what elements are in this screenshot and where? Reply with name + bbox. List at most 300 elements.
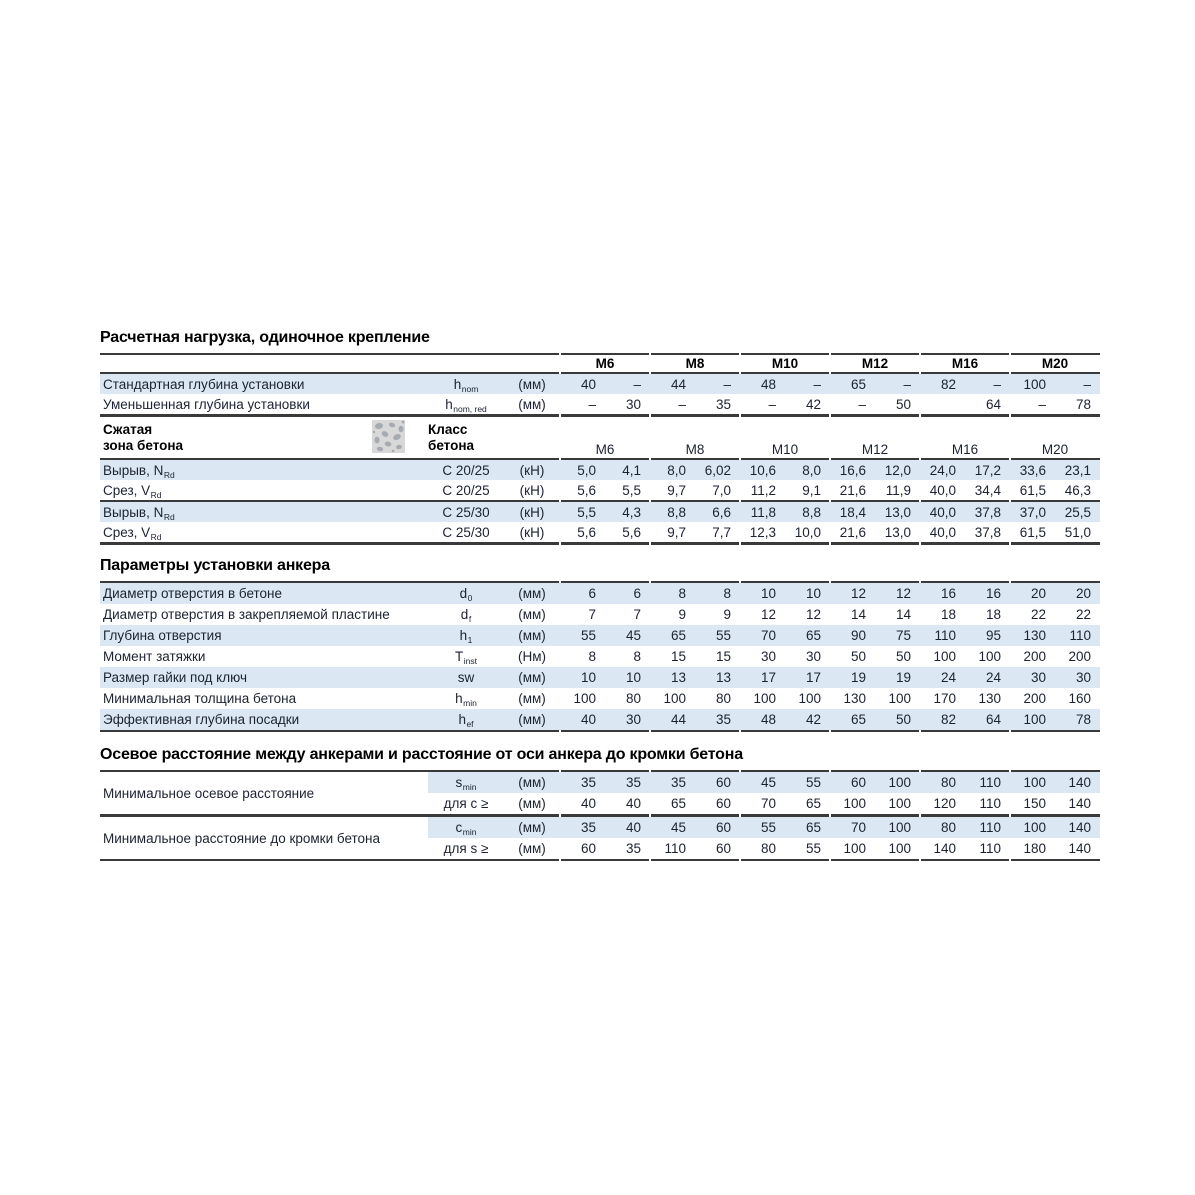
value-cell: 40,0: [929, 482, 957, 498]
value-cell: 18: [985, 607, 1002, 622]
table-rule: [740, 730, 830, 732]
value-cell: 65: [805, 796, 822, 811]
value-cell: 11,2: [750, 482, 777, 498]
value-cell: 40: [560, 709, 605, 730]
value-cell: 140: [1068, 841, 1092, 856]
value-cell: 42: [805, 396, 822, 412]
symbol-base: для s ≥: [443, 841, 489, 856]
value-cell: 35: [695, 709, 740, 730]
value-cell: 130: [843, 691, 867, 706]
value-cell: 40,0: [929, 524, 957, 540]
value-cell: 110: [1055, 625, 1100, 646]
unit-cell: (Нм): [517, 649, 547, 664]
value-cell: 8,0: [785, 460, 830, 480]
value-cell: 200: [1023, 649, 1047, 664]
value-cell: 40: [605, 817, 650, 838]
value-cell: 100: [1010, 374, 1055, 394]
value-cell: 55: [740, 817, 785, 838]
value-cell: 110: [965, 772, 1010, 793]
symbol-cell: [428, 604, 504, 625]
value-cell: 60: [580, 841, 597, 856]
value-cell: 37,8: [974, 524, 1002, 540]
unit-cell: (мм): [504, 667, 560, 688]
install-table: [100, 581, 1100, 732]
value-cell: 40: [560, 374, 605, 394]
value-cell: 78: [1075, 396, 1092, 412]
symbol-base: Срез, V: [103, 482, 151, 498]
value-cell: 11,9: [885, 482, 912, 498]
unit-cell: (мм): [504, 772, 560, 793]
value-cell: 55: [560, 625, 605, 646]
value-cell: 30: [605, 709, 650, 730]
value-cell: 8: [633, 649, 642, 664]
value-cell: –: [1038, 396, 1047, 412]
size-header: M12: [861, 442, 889, 457]
symbol-subscript: min: [462, 782, 477, 792]
row-label: Размер гайки под ключ: [100, 667, 428, 688]
table-rule: [650, 859, 740, 861]
size-header: M16: [951, 356, 979, 371]
symbol-base: T: [455, 649, 464, 664]
symbol-cell: [428, 772, 504, 793]
size-header: M20: [1041, 442, 1069, 457]
symbol-base: h: [455, 691, 463, 706]
table-rule: [100, 730, 560, 732]
symbol-subscript: Rd: [150, 489, 162, 500]
value-cell: 50: [850, 649, 867, 664]
value-cell: 60: [715, 796, 732, 811]
table-rule: [920, 730, 1010, 732]
value-cell: 70: [760, 796, 777, 811]
value-cell: 30: [805, 649, 822, 664]
value-cell: 15: [670, 649, 687, 664]
value-cell: 9,1: [802, 482, 822, 498]
unit-cell: (мм): [518, 396, 546, 412]
value-cell: 110: [979, 841, 1002, 856]
value-cell: 12: [830, 583, 875, 604]
value-cell: 13,0: [875, 502, 920, 522]
value-cell: 30: [625, 396, 642, 412]
symbol-base: h: [453, 376, 462, 392]
value-cell: 50: [895, 649, 912, 664]
symbol-base: c: [455, 820, 463, 835]
value-cell: 5,5: [560, 502, 605, 522]
concrete-class-cell: С 25/30: [442, 524, 490, 540]
value-cell: 100: [1010, 709, 1055, 730]
spacer-cell: [100, 355, 560, 372]
value-cell: 24: [920, 667, 965, 688]
value-cell: 80: [920, 772, 965, 793]
value-cell: –: [965, 374, 1010, 394]
value-cell: 160: [1068, 691, 1092, 706]
value-cell: 6: [560, 583, 605, 604]
value-cell: 5,0: [560, 460, 605, 480]
unit-cell: (кН): [519, 482, 545, 498]
value-cell: 44: [650, 374, 695, 394]
value-cell: 10: [605, 667, 650, 688]
value-cell: 12: [805, 607, 822, 622]
symbol-subscript: f: [468, 614, 472, 624]
size-header: M10: [771, 356, 799, 371]
value-cell: 22: [1075, 607, 1092, 622]
value-cell: –: [1055, 374, 1100, 394]
value-cell: 7,0: [712, 482, 732, 498]
value-cell: 35: [650, 772, 695, 793]
symbol-cell: [428, 646, 504, 667]
value-cell: 6: [605, 583, 650, 604]
table-rule: [1010, 730, 1100, 732]
table-rule: [830, 859, 920, 861]
value-cell: 90: [830, 625, 875, 646]
symbol-base: h: [459, 628, 468, 643]
table-rule: [560, 542, 650, 545]
value-cell: 15: [715, 649, 732, 664]
value-cell: –: [588, 396, 597, 412]
table-rule: [740, 859, 830, 861]
value-cell: 110: [965, 817, 1010, 838]
symbol-base: Срез, V: [103, 524, 151, 540]
section2-title: Параметры установки анкера: [100, 557, 330, 574]
value-cell: 51,0: [1064, 524, 1092, 540]
value-cell: 13,0: [884, 524, 912, 540]
content: [100, 329, 1100, 861]
value-cell: 33,6: [1010, 460, 1055, 480]
value-cell: 70: [740, 625, 785, 646]
value-cell: 40: [625, 796, 642, 811]
value-cell: 48: [740, 374, 785, 394]
value-cell: –: [785, 374, 830, 394]
value-cell: –: [678, 396, 687, 412]
value-cell: 5,6: [577, 524, 597, 540]
unit-cell: (мм): [518, 796, 546, 811]
value-cell: 55: [805, 841, 822, 856]
value-cell: 17: [785, 667, 830, 688]
value-cell: 110: [920, 625, 965, 646]
row-label: Стандартная глубина установки: [100, 374, 428, 394]
unit-cell: (кН): [519, 524, 545, 540]
value-cell: 8,8: [650, 502, 695, 522]
value-cell: 180: [1023, 841, 1047, 856]
value-cell: 20: [1055, 583, 1100, 604]
row-label: Минимальная толщина бетона: [103, 691, 297, 706]
value-cell: 95: [965, 625, 1010, 646]
value-cell: 21,6: [839, 524, 867, 540]
unit-cell: (мм): [518, 607, 546, 622]
size-header: M12: [861, 356, 889, 371]
value-cell: 14: [895, 607, 912, 622]
symbol-subscript: Rd: [163, 469, 175, 480]
value-cell: 8: [695, 583, 740, 604]
value-cell: –: [695, 374, 740, 394]
symbol-cell: [428, 394, 504, 414]
value-cell: –: [875, 374, 920, 394]
value-cell: 9,7: [667, 524, 687, 540]
symbol-subscript: Rd: [150, 531, 162, 542]
value-cell: 35: [605, 772, 650, 793]
value-cell: 18: [940, 607, 957, 622]
concrete-class-cell: С 25/30: [428, 502, 504, 522]
value-cell: 19: [875, 667, 920, 688]
symbol-cell: [428, 688, 504, 709]
value-cell: 4,1: [605, 460, 650, 480]
value-cell: 16,6: [830, 460, 875, 480]
value-cell: 60: [830, 772, 875, 793]
value-cell: 100: [753, 691, 777, 706]
symbol-subscript: inst: [463, 656, 477, 666]
table-rule: [650, 730, 740, 732]
value-cell: [920, 394, 965, 414]
value-cell: 20: [1010, 583, 1055, 604]
value-cell: 200: [1068, 649, 1092, 664]
value-cell: 100: [663, 691, 687, 706]
value-cell: 10,6: [740, 460, 785, 480]
value-cell: 17,2: [965, 460, 1010, 480]
value-cell: 25,5: [1055, 502, 1100, 522]
value-cell: 61,5: [1019, 482, 1047, 498]
symbol-base: Вырыв, N: [103, 462, 164, 478]
table-rule: [740, 542, 830, 545]
value-cell: 9: [723, 607, 732, 622]
symbol-base: d: [460, 607, 469, 622]
symbol-subscript: ef: [466, 719, 474, 729]
concrete-class-label: [428, 417, 504, 458]
value-cell: 130: [978, 691, 1002, 706]
concrete-zone-label: [100, 417, 428, 458]
value-cell: 10: [740, 583, 785, 604]
unit-cell: (мм): [504, 709, 560, 730]
value-cell: 9: [678, 607, 687, 622]
spacer-cell: [504, 417, 560, 458]
section3-table-container: [100, 770, 1100, 861]
symbol-subscript: min: [463, 698, 477, 708]
value-cell: 110: [664, 841, 687, 856]
value-cell: 65: [650, 625, 695, 646]
value-cell: 35: [715, 396, 732, 412]
value-cell: 46,3: [1064, 482, 1092, 498]
value-cell: 24: [965, 667, 1010, 688]
value-cell: 100: [888, 691, 912, 706]
unit-cell: (мм): [518, 841, 546, 856]
symbol-base: s: [455, 775, 463, 790]
value-cell: 35: [560, 772, 605, 793]
value-cell: 100: [875, 817, 920, 838]
symbol-subscript: nom, red: [453, 403, 487, 414]
symbol-base: d: [459, 586, 468, 601]
value-cell: 12: [875, 583, 920, 604]
unit-cell: (мм): [504, 625, 560, 646]
row-label: Диаметр отверстия в закрепляемой пластине: [103, 607, 390, 622]
value-cell: 50: [875, 709, 920, 730]
value-cell: 22: [1030, 607, 1047, 622]
symbol-cell: [428, 793, 504, 814]
value-cell: 12: [760, 607, 777, 622]
value-cell: 44: [650, 709, 695, 730]
size-header: M6: [595, 442, 615, 457]
symbol-subscript: 0: [467, 593, 473, 603]
value-cell: 100: [1010, 817, 1055, 838]
symbol-base: Вырыв, N: [103, 504, 164, 520]
value-cell: 80: [715, 691, 732, 706]
section2-table-container: [100, 581, 1100, 732]
table-rule: [560, 859, 650, 861]
size-header: M10: [771, 442, 799, 457]
table-rule: [920, 859, 1010, 861]
value-cell: 16: [965, 583, 1010, 604]
unit-cell: (мм): [504, 583, 560, 604]
value-cell: 45: [740, 772, 785, 793]
value-cell: 42: [785, 709, 830, 730]
value-cell: 19: [830, 667, 875, 688]
value-cell: 6,02: [695, 460, 740, 480]
value-cell: 78: [1055, 709, 1100, 730]
value-cell: 100: [1010, 772, 1055, 793]
row-label: Эффективная глубина посадки: [100, 709, 428, 730]
value-cell: 4,3: [605, 502, 650, 522]
value-cell: 150: [1023, 796, 1047, 811]
value-cell: 12,3: [749, 524, 777, 540]
value-cell: 5,6: [577, 482, 597, 498]
value-cell: –: [605, 374, 650, 394]
table-rule: [920, 542, 1010, 545]
symbol-base: sw: [457, 670, 475, 685]
unit-cell: (мм): [504, 374, 560, 394]
row-label: [100, 460, 428, 480]
value-cell: 64: [985, 396, 1002, 412]
value-cell: 17: [740, 667, 785, 688]
value-cell: 65: [670, 796, 687, 811]
value-cell: 100: [875, 772, 920, 793]
value-cell: 8,8: [785, 502, 830, 522]
value-cell: 40,0: [920, 502, 965, 522]
value-cell: 100: [843, 841, 867, 856]
symbol-cell: [428, 667, 504, 688]
value-cell: 140: [1055, 772, 1100, 793]
value-cell: 7: [633, 607, 642, 622]
value-cell: –: [768, 396, 777, 412]
value-cell: 13: [650, 667, 695, 688]
value-cell: 55: [785, 772, 830, 793]
value-cell: 10: [560, 667, 605, 688]
value-cell: 60: [695, 772, 740, 793]
value-cell: 12,0: [875, 460, 920, 480]
row-label: Диаметр отверстия в бетоне: [100, 583, 428, 604]
value-cell: 14: [850, 607, 867, 622]
row-label: [100, 502, 428, 522]
value-cell: 80: [760, 841, 777, 856]
group-label: Минимальное осевое расстояние: [100, 772, 428, 814]
value-cell: 23,1: [1055, 460, 1100, 480]
row-label: Глубина отверстия: [100, 625, 428, 646]
unit-cell: (мм): [504, 817, 560, 838]
concrete-zone-line1: Сжатая: [103, 421, 153, 437]
value-cell: 9,7: [667, 482, 687, 498]
value-cell: 100: [888, 796, 912, 811]
value-cell: 34,4: [974, 482, 1002, 498]
value-cell: 30: [1010, 667, 1055, 688]
value-cell: 140: [1068, 796, 1092, 811]
value-cell: 100: [573, 691, 597, 706]
value-cell: 82: [920, 374, 965, 394]
size-header: M8: [685, 442, 705, 457]
row-label: Уменьшенная глубина установки: [103, 396, 310, 412]
value-cell: 200: [1023, 691, 1047, 706]
concrete-class-line2: бетона: [428, 437, 475, 453]
value-cell: 30: [1055, 667, 1100, 688]
value-cell: 13: [695, 667, 740, 688]
load-table: [100, 353, 1100, 545]
unit-cell: (кН): [504, 502, 560, 522]
table-rule: [1010, 859, 1100, 861]
unit-cell: (кН): [504, 460, 560, 480]
value-cell: 18,4: [830, 502, 875, 522]
value-cell: –: [858, 396, 867, 412]
value-cell: 100: [888, 841, 912, 856]
section1-title: Расчетная нагрузка, одиночное крепление: [100, 329, 430, 346]
section1-table-container: [100, 353, 1100, 545]
symbol-subscript: 1: [467, 635, 473, 645]
symbol-subscript: Rd: [163, 511, 175, 522]
value-cell: 21,6: [839, 482, 867, 498]
value-cell: 64: [965, 709, 1010, 730]
value-cell: 140: [933, 841, 957, 856]
size-header: M6: [595, 356, 615, 371]
table-rule: [100, 859, 560, 861]
value-cell: 65: [785, 625, 830, 646]
value-cell: 80: [625, 691, 642, 706]
value-cell: 60: [715, 841, 732, 856]
size-header: M16: [951, 442, 979, 457]
table-rule: [650, 542, 740, 545]
value-cell: 24,0: [920, 460, 965, 480]
size-header: M20: [1041, 356, 1069, 371]
symbol-cell: [428, 838, 504, 859]
value-cell: 55: [695, 625, 740, 646]
value-cell: 100: [933, 649, 957, 664]
value-cell: 170: [933, 691, 957, 706]
value-cell: 75: [875, 625, 920, 646]
value-cell: 37,0: [1010, 502, 1055, 522]
value-cell: 5,6: [622, 524, 642, 540]
row-label: [100, 480, 428, 500]
section3-title: Осевое расстояние между анкерами и расстояние от оси анкера до кромки бетона: [100, 746, 743, 763]
concrete-class-cell: С 20/25: [428, 460, 504, 480]
value-cell: 8: [650, 583, 695, 604]
value-cell: 11,8: [740, 502, 785, 522]
value-cell: 8,0: [650, 460, 695, 480]
symbol-subscript: nom: [461, 383, 479, 394]
symbol-cell: [428, 583, 504, 604]
table-rule: [830, 542, 920, 545]
value-cell: 130: [1010, 625, 1055, 646]
value-cell: 48: [740, 709, 785, 730]
value-cell: 7,7: [712, 524, 732, 540]
symbol-cell: [428, 709, 504, 730]
symbol-base: h: [458, 712, 466, 727]
value-cell: 100: [843, 796, 867, 811]
value-cell: 65: [785, 817, 830, 838]
value-cell: 82: [920, 709, 965, 730]
value-cell: 35: [560, 817, 605, 838]
row-label: Момент затяжки: [103, 649, 206, 664]
symbol-cell: [428, 625, 504, 646]
value-cell: 10: [785, 583, 830, 604]
table-rule: [1010, 542, 1100, 545]
value-cell: 70: [830, 817, 875, 838]
value-cell: 80: [920, 817, 965, 838]
value-cell: 140: [1055, 817, 1100, 838]
value-cell: 65: [830, 374, 875, 394]
size-header: M8: [685, 356, 705, 371]
